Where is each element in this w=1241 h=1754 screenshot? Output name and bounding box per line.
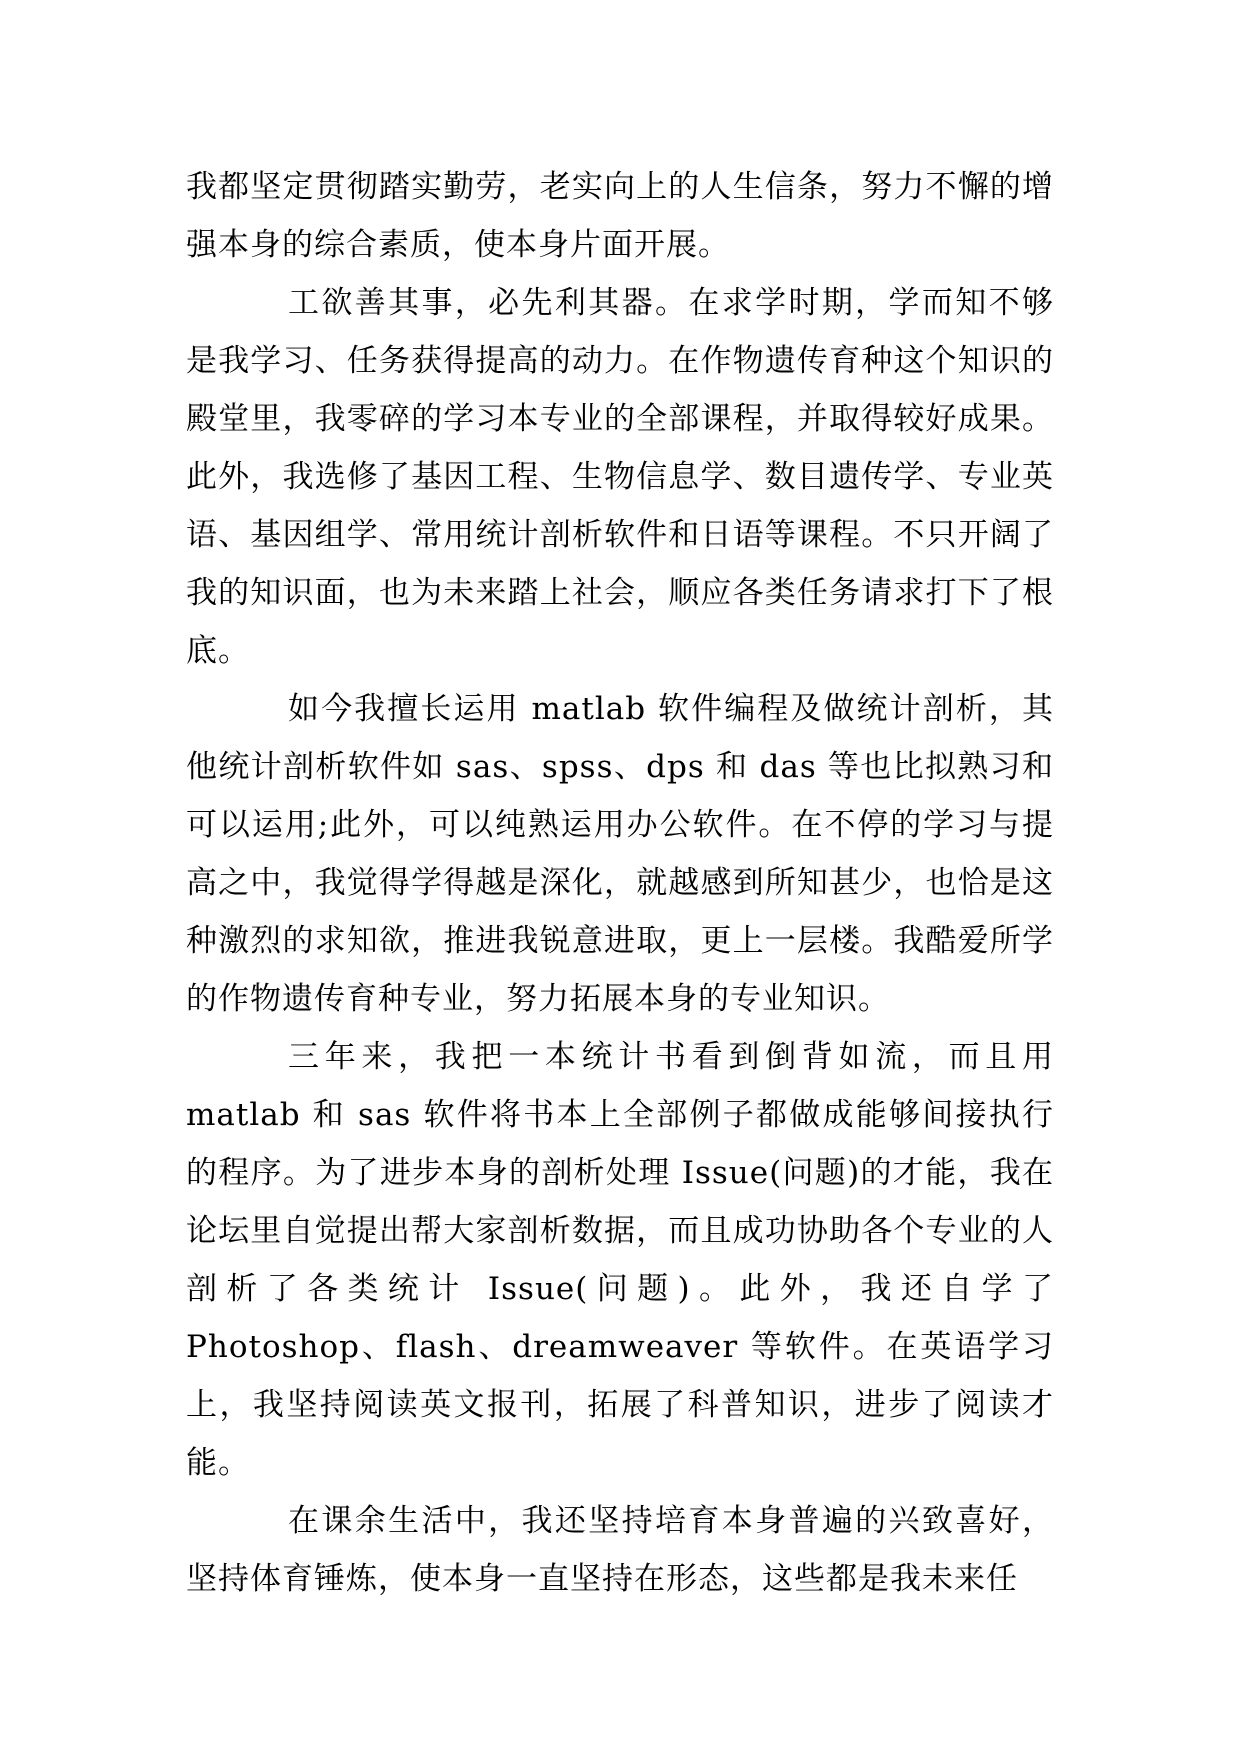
paragraph-4: 三年来，我把一本统计书看到倒背如流，而且用 matlab 和 sas 软件将书本上全部例子都做成能够间接执行的程序。为了进步本身的剖析处理 Issue(问题)的才能，我在论坛里自觉提出帮大家剖析数据，而且成功协助各个专业的人剖析了各类统计 Issue(问题)。此外，我还自学了 Photoshop、flash、dreamweaver 等软件。在英语学习上，我坚持阅读英文报刊，拓展了科普知识，进步了阅读才能。 <box>186 1039 1054 1481</box>
paragraph-1: 我都坚定贯彻踏实勤劳，老实向上的人生信条，努力不懈的增强本身的综合素质，使本身片面开展。 <box>186 169 1054 263</box>
paragraph-5: 在课余生活中，我还坚持培育本身普遍的兴致喜好，坚持体育锤炼，使本身一直坚持在形态，这些都是我未来任 <box>186 1503 1054 1597</box>
document-body <box>186 158 1054 1608</box>
paragraph-2: 工欲善其事，必先利其器。在求学时期，学而知不够是我学习、任务获得提高的动力。在作物遗传育种这个知识的殿堂里，我零碎的学习本专业的全部课程，并取得较好成果。此外，我选修了基因工程、生物信息学、数目遗传学、专业英语、基因组学、常用统计剖析软件和日语等课程。不只开阔了我的知识面，也为未来踏上社会，顺应各类任务请求打下了根底。 <box>186 285 1054 669</box>
paragraph-3: 如今我擅长运用 matlab 软件编程及做统计剖析，其他统计剖析软件如 sas、spss、dps 和 das 等也比拟熟习和可以运用;此外，可以纯熟运用办公软件。在不停的学习与提高之中，我觉得学得越是深化，就越感到所知甚少，也恰是这种激烈的求知欲，推进我锐意进取，更上一层楼。我酷爱所学的作物遗传育种专业，努力拓展本身的专业知识。 <box>186 691 1054 1017</box>
